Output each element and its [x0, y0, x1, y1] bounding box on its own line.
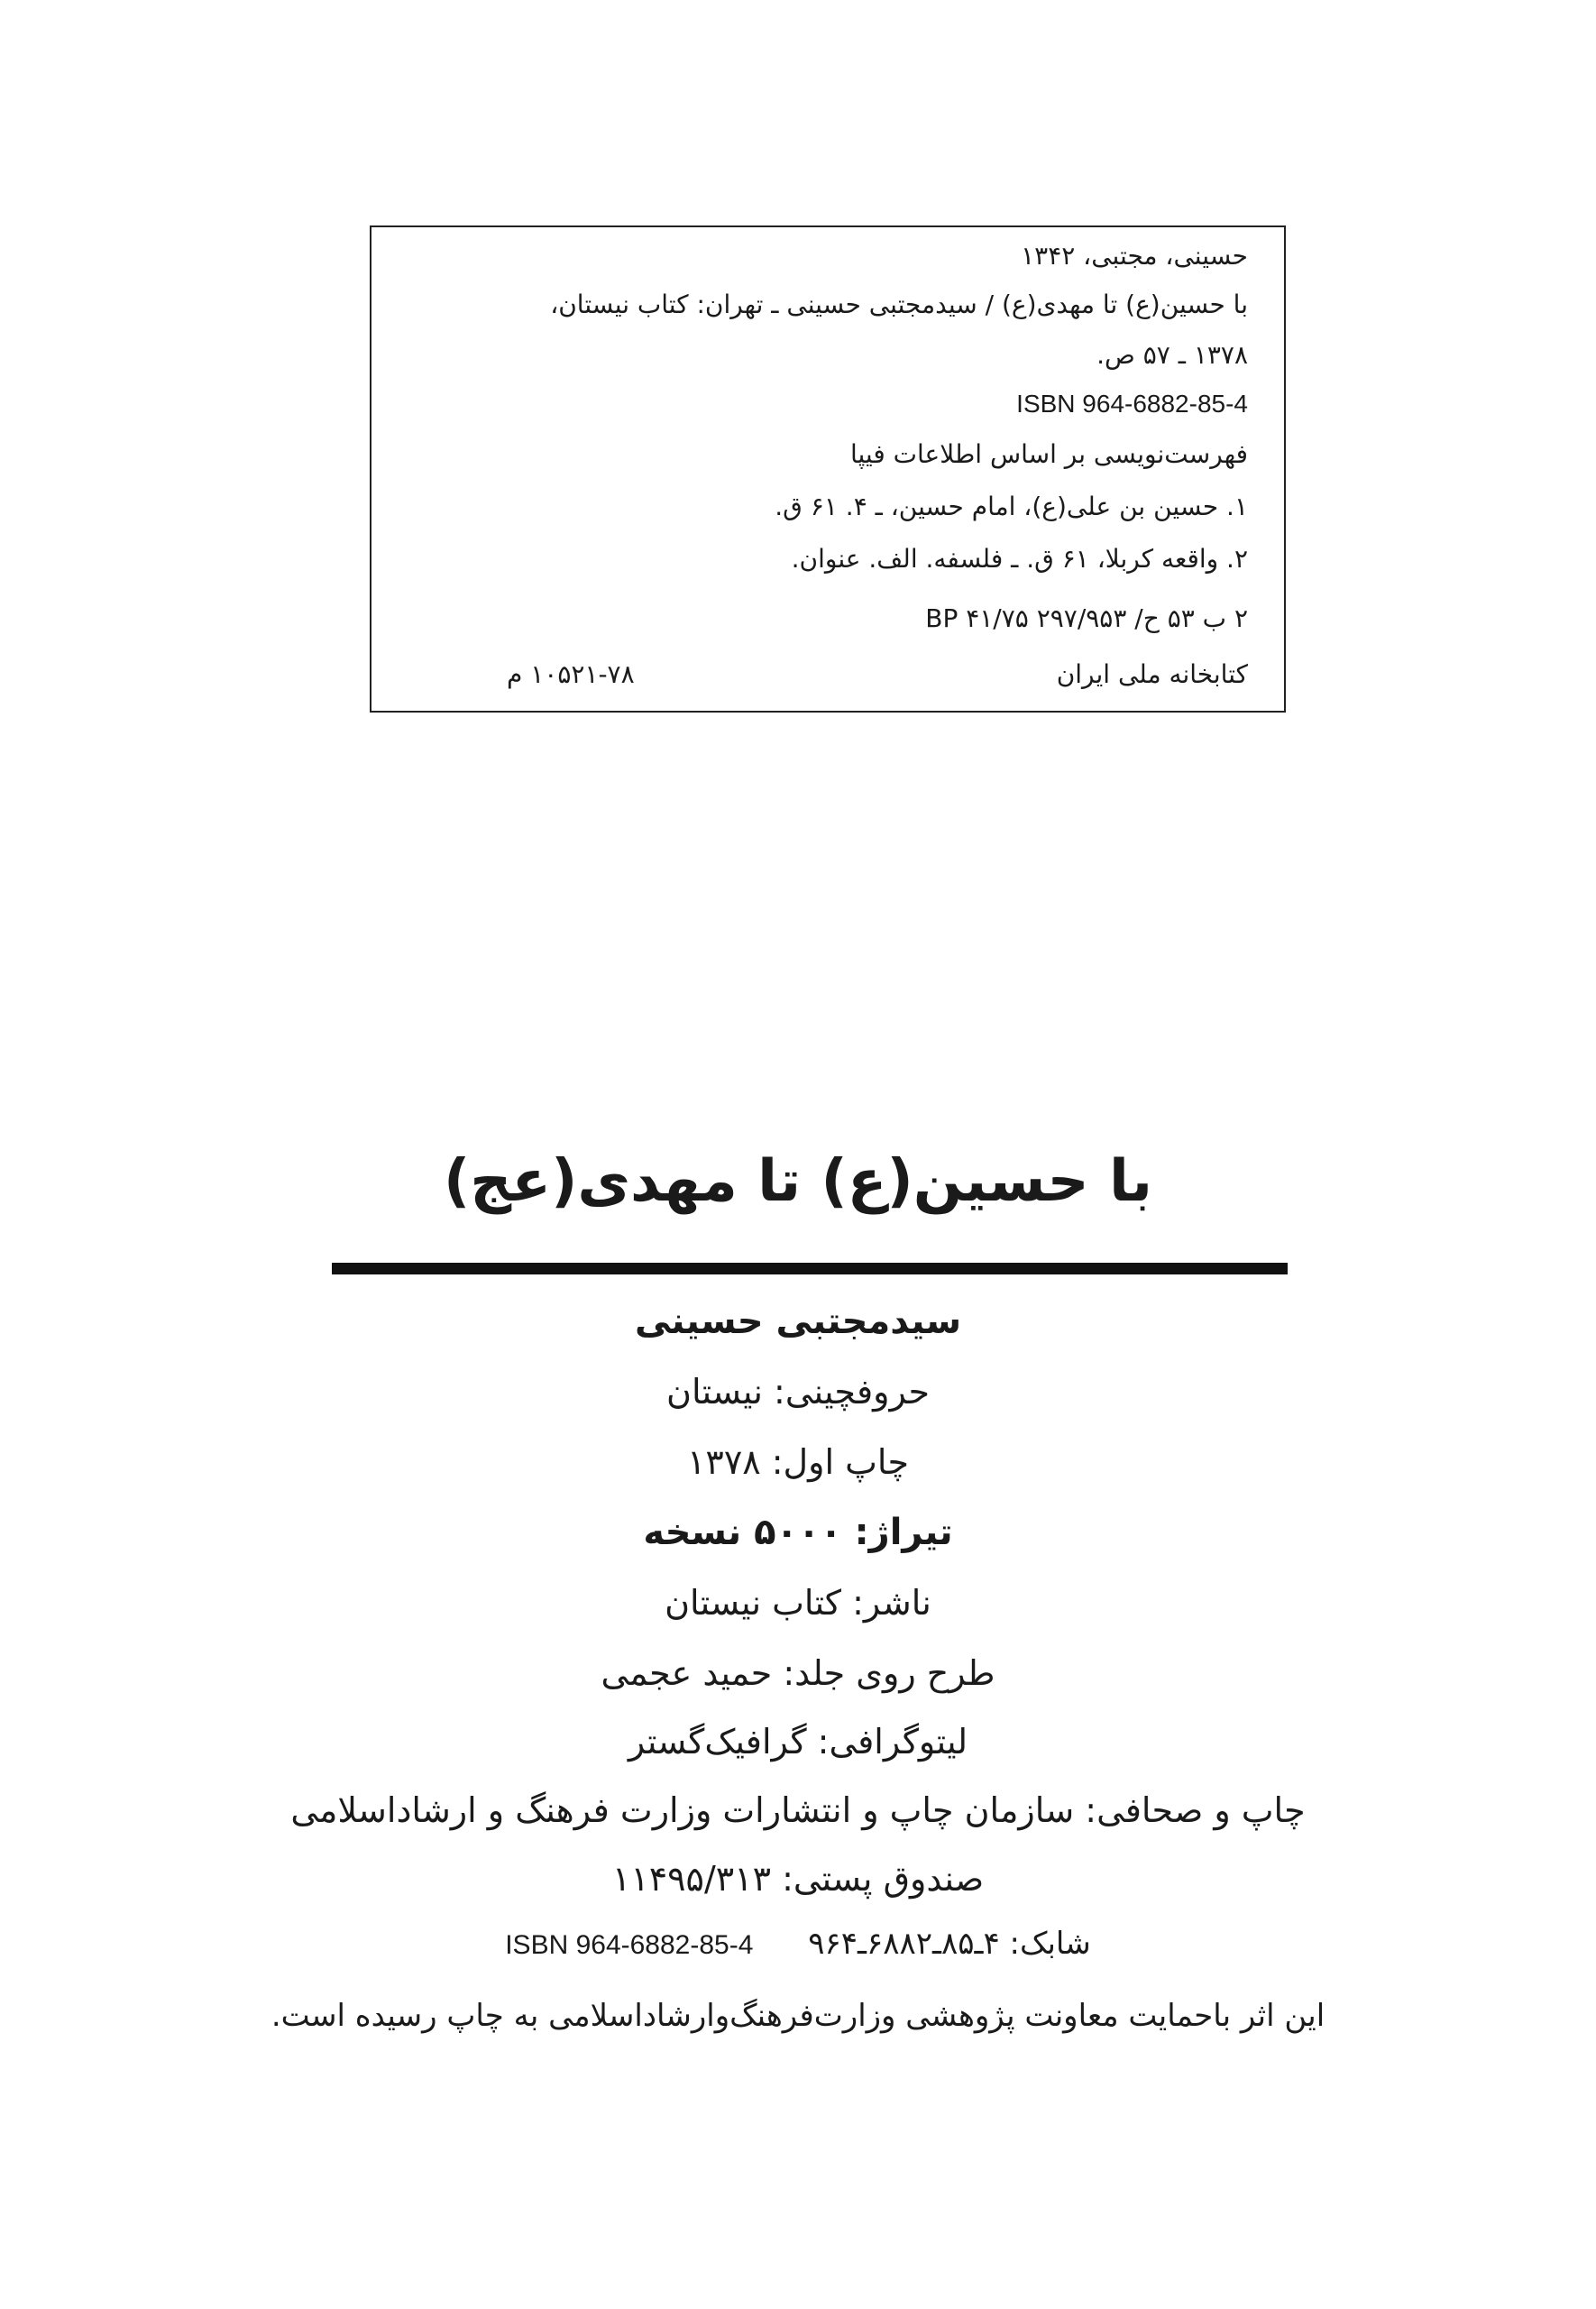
cip-library-name: کتابخانه ملی ایران	[1056, 659, 1248, 689]
edition-info: چاپ اول: ۱۳۷۸	[687, 1442, 909, 1482]
support-note: این اثر باحمایت معاونت پژوهشی وزارت‌فرهنگ‌وارشاداسلامی به چاپ رسیده است.	[271, 1998, 1325, 2034]
cip-isbn-line: ISBN 964-6882-85-4	[1016, 390, 1248, 418]
cip-pages-line: ۱۳۷۸ ـ ۵۷ ص.	[1096, 340, 1248, 370]
typesetting-credit: حروفچینی: نیستان	[666, 1372, 930, 1412]
cip-fipa-line: فهرست‌نویسی بر اساس اطلاعات فیپا	[849, 439, 1248, 469]
cip-subject-1-line: ۱. حسین بن علی(ع)، امام حسین، ـ ۴. ۶۱ ق.	[775, 492, 1248, 521]
lithography-credit: لیتوگرافی: گرافیک‌گستر	[628, 1722, 968, 1762]
shabak-number: شابک: ۴ـ۸۵ـ۶۸۸۲ـ۹۶۴	[808, 1926, 1091, 1962]
print-run-info: تیراژ: ۵۰۰۰ نسخه	[643, 1512, 953, 1553]
cip-author-line: حسینی، مجتبی، ۱۳۴۲	[1021, 241, 1248, 271]
printing-credit: چاپ و صحافی: سازمان چاپ و انتشارات وزارت فرهنگ و ارشاداسلامی	[290, 1790, 1306, 1830]
book-title: با حسین(ع) تا مهدی(عج)	[444, 1148, 1152, 1215]
title-divider	[332, 1263, 1288, 1274]
isbn-row	[0, 1921, 1596, 1968]
publisher-credit: ناشر: کتاب نیستان	[665, 1583, 931, 1623]
author-name: سیدمجتبی حسینی	[634, 1301, 962, 1342]
isbn-latin: ISBN 964-6882-85-4	[505, 1930, 754, 1960]
cover-design-credit: طرح روی جلد: حمید عجمی	[601, 1653, 995, 1693]
cip-classification-line: ۲ ب ۵۳ ح/ BP ۴۱/۷۵ ۲۹۷/۹۵۳	[925, 603, 1248, 633]
po-box-info: صندوق پستی: ۱۱۴۹۵/۳۱۳	[611, 1859, 985, 1899]
cip-record-number: ۱۰۵۲۱-۷۸ م	[507, 659, 635, 689]
cataloging-in-publication-box	[370, 225, 1286, 713]
cip-subject-2-line: ۲. واقعه کربلا، ۶۱ ق. ـ فلسفه. الف. عنوان.	[791, 544, 1248, 574]
cip-title-line: با حسین(ع) تا مهدی(ع) / سیدمجتبی حسینی ـ تهران: کتاب نیستان،	[550, 290, 1248, 319]
